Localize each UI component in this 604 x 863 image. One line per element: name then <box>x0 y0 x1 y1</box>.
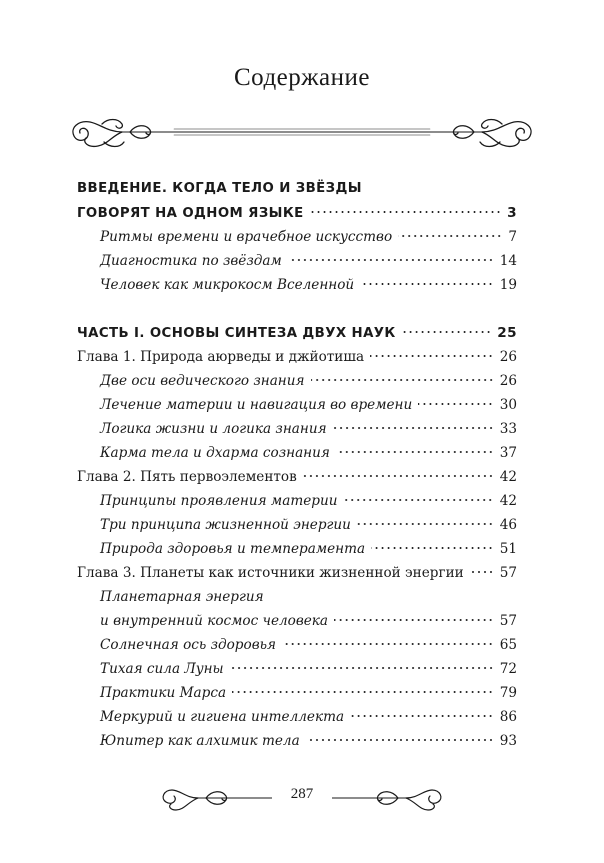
toc-entry-page: 51 <box>499 541 517 557</box>
toc-entry-title: ЧАСТЬ I. ОСНОВЫ СИНТЕЗА ДВУХ НАУК <box>77 326 396 341</box>
dot-leader <box>306 738 494 742</box>
toc-entry <box>0 322 604 344</box>
toc-entry <box>0 370 604 392</box>
toc-entry-title: Солнечная ось здоровья <box>100 637 277 653</box>
toc-entry-title: Логика жизни и логика знания <box>100 421 327 437</box>
dot-leader <box>357 522 494 526</box>
dot-leader <box>310 210 502 214</box>
toc-entry-page: 33 <box>499 421 517 437</box>
dot-leader <box>311 378 494 382</box>
toc-entry-page: 57 <box>499 613 517 629</box>
dot-leader <box>398 234 502 238</box>
toc-entry <box>0 610 604 632</box>
dot-leader <box>470 570 494 574</box>
toc-entry-page: 72 <box>499 661 517 677</box>
toc-entry-line <box>100 730 517 752</box>
toc-entry <box>0 682 604 704</box>
dot-leader <box>336 450 494 454</box>
toc-entry-title: Глава 1. Природа аюрведы и джйотиша <box>77 349 365 365</box>
dot-leader <box>333 426 494 430</box>
toc-entry <box>0 226 604 248</box>
toc-entry-title: Ритмы времени и врачебное искусство <box>100 229 393 245</box>
toc-entry-title: Юпитер как алхимик тела <box>100 733 300 749</box>
dot-leader <box>418 402 493 406</box>
toc-entry-title: Лечение материи и навигация во времени <box>100 397 413 413</box>
toc-entry <box>0 346 604 368</box>
toc-entry-line <box>77 562 517 584</box>
toc-entry-page: 57 <box>499 565 517 581</box>
toc-entry-page: 26 <box>499 373 517 389</box>
toc-entry-page: 46 <box>499 517 517 533</box>
toc-entry <box>0 538 604 560</box>
toc-entry <box>0 442 604 464</box>
toc-entry-line <box>100 682 517 704</box>
toc-entry <box>0 466 604 488</box>
dot-leader <box>288 258 494 262</box>
toc-entry-page: 7 <box>508 229 517 245</box>
page-title: Содержание <box>234 64 370 91</box>
dot-leader <box>232 690 494 694</box>
toc-entry-line <box>77 202 517 224</box>
dot-leader <box>343 498 493 502</box>
toc-entry-title: Практики Марса <box>100 685 227 701</box>
toc-entry <box>0 274 604 296</box>
toc-entry-page: 79 <box>499 685 517 701</box>
dot-leader <box>282 642 494 646</box>
toc-entry <box>0 634 604 656</box>
toc-entry-line <box>77 346 517 368</box>
toc-entry-title: Глава 2. Пять первоэлементов <box>77 469 297 485</box>
toc-entry-title: Человек как микрокосм Вселенной <box>100 277 355 293</box>
toc-entry-line <box>100 370 517 392</box>
toc-entry-line <box>100 394 517 416</box>
toc-entry-line <box>100 514 517 536</box>
toc-entry <box>0 514 604 536</box>
dot-leader <box>360 282 494 286</box>
toc-entry-page: 65 <box>499 637 517 653</box>
toc-entry-line <box>100 538 517 560</box>
toc-entry-line <box>100 418 517 440</box>
toc-entry-title: Две оси ведического знания <box>100 373 305 389</box>
toc-entry-page: 93 <box>499 733 517 749</box>
toc-entry-page: 14 <box>499 253 517 269</box>
toc-entry <box>0 394 604 416</box>
toc-entry-title: Природа здоровья и темперамента <box>100 541 366 557</box>
toc-entry-title: ГОВОРЯТ НА ОДНОМ ЯЗЫКЕ <box>77 206 304 221</box>
toc-entry-line <box>100 226 517 248</box>
dot-leader <box>230 666 494 670</box>
toc-entry-line <box>100 658 517 680</box>
toc-entry-line <box>100 250 517 272</box>
toc-entry <box>0 706 604 728</box>
toc-entry-title: Карма тела и дхарма сознания <box>100 445 330 461</box>
toc-entry <box>0 250 604 272</box>
toc-entry-line <box>100 586 264 608</box>
toc-entry-title: Три принципа жизненной энергии <box>100 517 351 533</box>
toc-entry-page: 42 <box>499 469 517 485</box>
toc-entry-title: и внутренний космос человека <box>100 613 329 629</box>
toc-entry-page: 19 <box>499 277 517 293</box>
toc-entry-page: 42 <box>499 493 517 509</box>
toc-entry-line <box>77 466 517 488</box>
dot-leader <box>402 330 492 334</box>
toc-entry <box>0 418 604 440</box>
dot-leader <box>371 546 494 550</box>
toc-entry-line <box>100 490 517 512</box>
dot-leader <box>370 354 494 358</box>
toc-entry-line <box>100 610 517 632</box>
toc-entry-line <box>77 322 517 344</box>
toc-entry-page: 25 <box>497 325 517 341</box>
dot-leader <box>334 618 494 622</box>
toc-entry-page: 86 <box>499 709 517 725</box>
toc-entry-title: Меркурий и гигиена интеллекта <box>100 709 345 725</box>
toc-entry-line <box>100 274 517 296</box>
page-number: 287 <box>272 786 332 803</box>
toc-entry-line <box>77 178 362 200</box>
toc-entry-title: ВВЕДЕНИЕ. КОГДА ТЕЛО И ЗВЁЗДЫ <box>77 181 362 196</box>
toc-entry-page: 37 <box>499 445 517 461</box>
toc-entry <box>0 730 604 752</box>
toc-entry <box>0 178 604 200</box>
dot-leader <box>350 714 494 718</box>
toc-entry <box>0 562 604 584</box>
toc-entry <box>0 586 604 608</box>
toc-entry-line <box>100 442 517 464</box>
toc-entry-line <box>100 634 517 656</box>
toc-entry-page: 30 <box>499 397 517 413</box>
toc-entry <box>0 490 604 512</box>
toc-entry-title: Глава 3. Планеты как источники жизненной энергии <box>77 565 464 581</box>
toc-entry-title: Диагностика по звёздам <box>100 253 282 269</box>
toc-entry <box>0 202 604 224</box>
toc-entry-title: Планетарная энергия <box>100 589 264 605</box>
toc-entry <box>0 658 604 680</box>
toc-entry-title: Тихая сила Луны <box>100 661 224 677</box>
toc-entry-page: 26 <box>499 349 517 365</box>
toc-entry-line <box>100 706 517 728</box>
toc-entry-title: Принципы проявления материи <box>100 493 338 509</box>
toc-entry-page: 3 <box>507 205 517 221</box>
dot-leader <box>303 474 494 478</box>
